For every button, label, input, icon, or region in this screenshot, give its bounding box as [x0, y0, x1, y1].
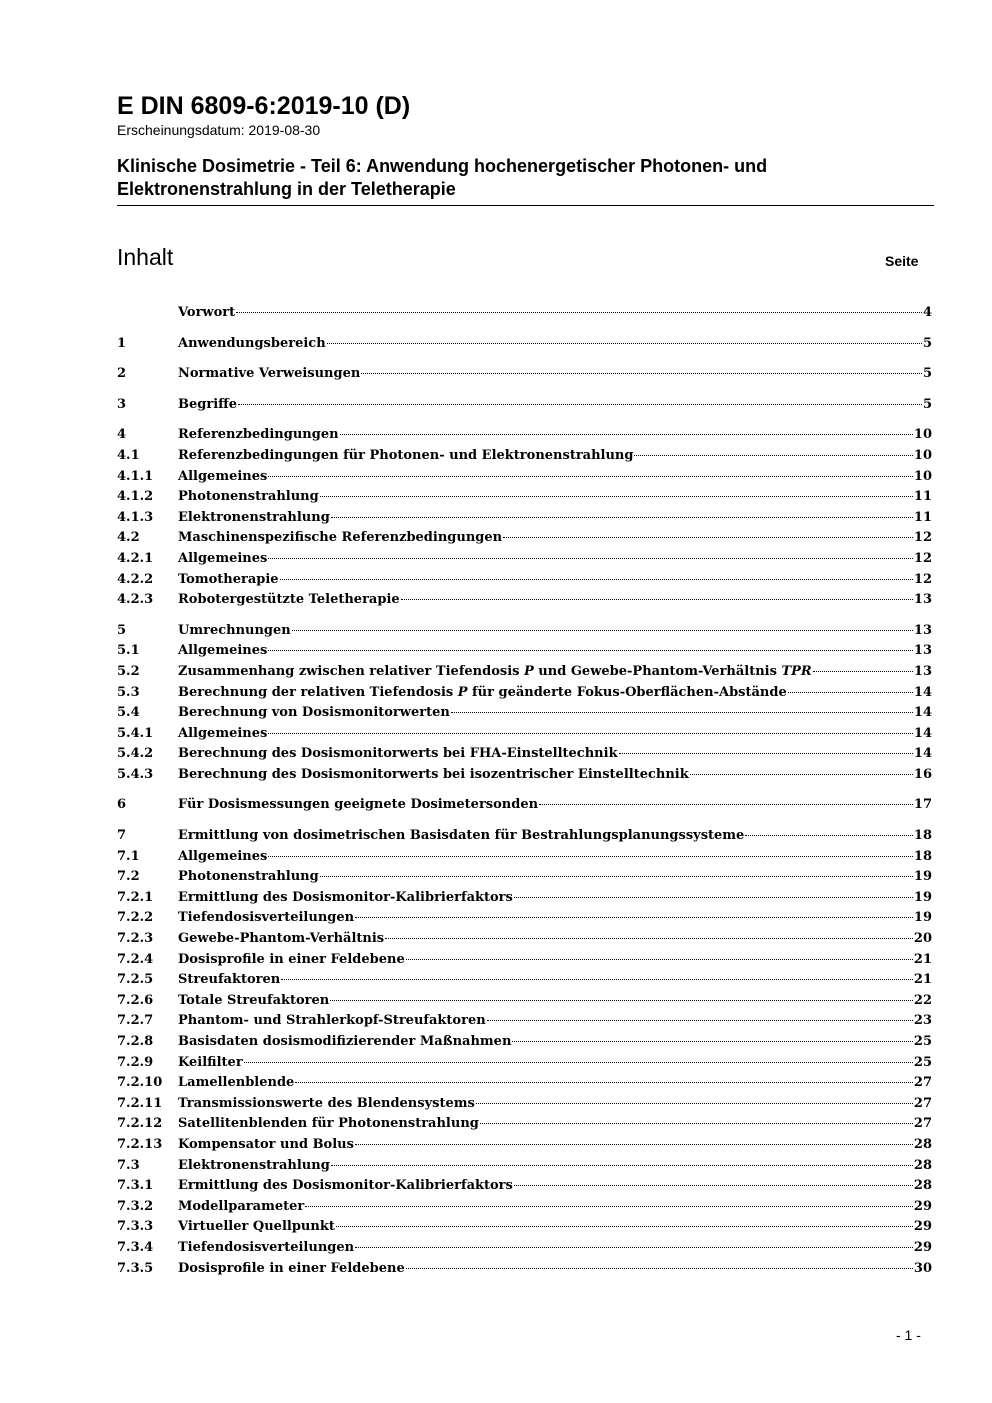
toc-entry[interactable]	[117, 1135, 932, 1156]
toc-entry-number: 5.3	[117, 684, 140, 700]
toc-entry[interactable]	[117, 1156, 932, 1177]
toc-entry-label[interactable]: Tomotherapie	[178, 571, 279, 587]
toc-entry-page: 21	[913, 972, 932, 988]
toc-dot-leader	[406, 1268, 913, 1269]
toc-entry-page: 19	[913, 910, 932, 926]
toc-entry-page: 5	[922, 335, 932, 351]
toc-entry-label-text: Zusammenhang zwischen relativer Tiefendosis	[178, 663, 524, 679]
toc-dot-leader	[330, 1000, 913, 1001]
toc-entry-label[interactable]: Anwendungsbereich	[178, 335, 326, 351]
toc-entry-label[interactable]: Elektronenstrahlung	[178, 509, 330, 525]
toc-entry-page: 11	[913, 489, 932, 505]
toc-dot-leader	[268, 650, 913, 651]
toc-entry-number: 7.2.6	[117, 992, 154, 1008]
toc-dot-leader	[476, 1103, 913, 1104]
toc-entry[interactable]	[117, 1094, 932, 1115]
toc-entry[interactable]	[117, 765, 932, 786]
toc-entry-page: 5	[922, 366, 932, 382]
toc-entry-label[interactable]: Phantom- und Strahlerkopf-Streufaktoren	[178, 1013, 486, 1029]
toc-entry-number: 4.1	[117, 447, 140, 463]
toc-entry-symbol: P	[524, 663, 534, 679]
toc-entry-label[interactable]: Basisdaten dosismodifizierender Maßnahmen	[178, 1034, 512, 1049]
toc-entry[interactable]	[117, 683, 932, 704]
toc-entry-number: 7.2.7	[117, 1013, 154, 1029]
toc-entry-label[interactable]: Referenzbedingungen für Photonen- und Elektronenstrahlung	[178, 447, 634, 463]
toc-entry-page: 29	[913, 1198, 932, 1214]
toc-entry-number: 7	[117, 828, 127, 844]
toc-entry-number: 7.2.13	[117, 1136, 163, 1152]
table-of-contents	[117, 303, 932, 1279]
toc-entry-label[interactable]: Dosisprofile in einer Feldebene	[178, 951, 405, 967]
toc-dot-leader	[268, 558, 913, 559]
toc-entry[interactable]	[117, 662, 932, 683]
toc-entry-label-text: Berechnung der relativen Tiefendosis	[178, 684, 458, 700]
toc-dot-leader	[487, 1020, 913, 1021]
page-column-label: Seite	[885, 253, 919, 269]
document-title-line-2: Elektronenstrahlung in der Teletherapie	[117, 179, 456, 199]
toc-entry[interactable]	[117, 508, 932, 529]
toc-entry-label-text: und Gewebe-Phantom-Verhältnis	[533, 663, 782, 679]
toc-entry-number: 7.2.3	[117, 931, 154, 947]
toc-entry[interactable]	[117, 867, 932, 888]
toc-dot-leader	[280, 579, 913, 580]
toc-entry-number: 7.3.1	[117, 1178, 154, 1194]
toc-entry[interactable]	[117, 641, 932, 662]
toc-entry[interactable]	[117, 950, 932, 971]
toc-dot-leader	[788, 692, 913, 693]
toc-entry-page: 14	[913, 684, 932, 700]
toc-entry-number: 5.4.2	[117, 746, 154, 762]
toc-entry-number: 7.2.10	[117, 1075, 163, 1091]
toc-entry-label[interactable]: Tiefendosisverteilungen	[178, 1239, 355, 1255]
toc-entry-page: 16	[913, 766, 932, 782]
toc-dot-leader	[355, 1144, 913, 1145]
toc-entry-label[interactable]: Streufaktoren	[178, 972, 281, 988]
toc-heading: Inhalt	[117, 244, 174, 270]
document-title	[117, 155, 934, 201]
toc-entry[interactable]	[117, 826, 932, 847]
toc-entry[interactable]	[117, 467, 932, 488]
toc-entry[interactable]	[117, 970, 932, 991]
toc-entry-page: 28	[913, 1178, 932, 1194]
toc-dot-leader	[336, 1226, 913, 1227]
toc-entry[interactable]	[117, 1176, 932, 1197]
toc-entry-label[interactable]: Photonenstrahlung	[178, 489, 319, 505]
toc-entry-label[interactable]: Ermittlung von dosimetrischen Basisdaten für Bestrahlungsplanungssysteme	[178, 828, 745, 844]
toc-entry-page: 29	[913, 1219, 932, 1235]
toc-entry-label[interactable]: Lamellenblende	[178, 1075, 295, 1091]
toc-entry-page: 14	[913, 746, 932, 762]
toc-entry-label[interactable]: Keilfilter	[178, 1054, 243, 1070]
toc-entry-label[interactable]: Referenzbedingungen	[178, 427, 339, 443]
toc-dot-leader	[512, 1041, 913, 1042]
toc-entry-number: 4.2.1	[117, 550, 154, 566]
toc-dot-leader	[268, 733, 913, 734]
toc-entry[interactable]	[117, 1238, 932, 1259]
toc-entry[interactable]	[117, 888, 932, 909]
toc-entry-page: 18	[913, 848, 932, 864]
toc-entry-page: 19	[913, 889, 932, 905]
toc-entry-page: 27	[913, 1095, 932, 1111]
toc-entry-page: 20	[913, 931, 932, 947]
toc-entry-label[interactable]: Tiefendosisverteilungen	[178, 910, 355, 926]
toc-entry-page: 30	[913, 1260, 932, 1276]
toc-entry-page: 14	[913, 725, 932, 741]
toc-entry-number: 4.2.2	[117, 571, 154, 587]
toc-entry-label-text: für geänderte Fokus-Oberflächen-Abstände	[467, 684, 787, 700]
toc-dot-leader	[539, 804, 913, 805]
toc-entry-number: 6	[117, 797, 127, 813]
toc-entry-number: 7.3	[117, 1157, 140, 1173]
toc-entry[interactable]	[117, 929, 932, 950]
toc-entry[interactable]	[117, 621, 932, 642]
toc-entry-label[interactable]: Berechnung des Dosismonitorwerts bei isozentrischer Einstelltechnik	[178, 766, 689, 782]
toc-entry-label[interactable]: Vorwort	[178, 305, 236, 320]
toc-dot-leader	[331, 1165, 913, 1166]
toc-entry-number: 7.3.5	[117, 1260, 154, 1276]
toc-entry[interactable]	[117, 364, 932, 385]
toc-dot-leader	[514, 1185, 913, 1186]
toc-entry-page: 12	[913, 530, 932, 546]
toc-entry-number: 7.2.11	[117, 1095, 163, 1111]
toc-entry-label[interactable]: Allgemeines	[178, 725, 268, 741]
toc-entry-number: 7.1	[117, 848, 140, 864]
toc-entry-label[interactable]: Umrechnungen	[178, 622, 291, 638]
toc-dot-leader	[320, 876, 913, 877]
toc-entry[interactable]	[117, 724, 932, 745]
toc-dot-leader	[340, 434, 913, 435]
toc-dot-leader	[331, 517, 913, 518]
toc-entry-number: 5.2	[117, 663, 140, 679]
toc-dot-leader	[619, 753, 913, 754]
toc-entry-page: 21	[913, 951, 932, 967]
toc-dot-leader	[268, 856, 913, 857]
toc-dot-leader	[236, 312, 922, 313]
toc-entry-page: 12	[913, 550, 932, 566]
toc-entry-label[interactable]: Allgemeines	[178, 643, 268, 659]
toc-entry-number: 3	[117, 396, 127, 412]
toc-entry-label[interactable]: Ermittlung des Dosismonitor-Kalibrierfaktors	[178, 1178, 513, 1194]
toc-entry-page: 10	[913, 427, 932, 443]
toc-entry-label[interactable]: Allgemeines	[178, 550, 268, 566]
toc-entry-number: 5.4.1	[117, 725, 154, 741]
toc-entry-number: 4.2	[117, 530, 140, 546]
toc-entry[interactable]	[117, 795, 932, 816]
toc-entry-number: 4.2.3	[117, 592, 154, 608]
toc-entry-label[interactable]: Gewebe-Phantom-Verhältnis	[178, 931, 385, 947]
toc-entry-page: 18	[913, 828, 932, 844]
toc-entry-number: 4	[117, 427, 127, 443]
toc-dot-leader	[320, 496, 913, 497]
toc-entry[interactable]	[117, 1011, 932, 1032]
toc-entry-label[interactable]: Satellitenblenden für Photonenstrahlung	[178, 1116, 479, 1132]
toc-entry[interactable]	[117, 334, 932, 355]
toc-entry-label[interactable]: Modellparameter	[178, 1198, 305, 1214]
toc-entry[interactable]	[117, 847, 932, 868]
toc-entry-label[interactable]: Ermittlung des Dosismonitor-Kalibrierfaktors	[178, 889, 513, 905]
toc-entry-page: 10	[913, 447, 932, 463]
toc-entry-page: 28	[913, 1157, 932, 1173]
document-id: E DIN 6809-6:2019-10 (D)	[117, 92, 411, 120]
toc-entry[interactable]	[117, 303, 932, 324]
toc-entry-label[interactable]: Photonenstrahlung	[178, 869, 319, 885]
toc-entry-page: 4	[922, 305, 932, 320]
toc-entry-label[interactable]: Transmissionswerte des Blendensystems	[178, 1095, 475, 1111]
toc-entry-page: 25	[913, 1054, 932, 1070]
toc-entry-label[interactable]: Dosisprofile in einer Feldebene	[178, 1260, 405, 1276]
toc-entry-page: 5	[922, 396, 932, 412]
toc-entry-label[interactable]: Elektronenstrahlung	[178, 1157, 330, 1173]
toc-entry-number: 5.4	[117, 705, 140, 721]
toc-entry-page: 27	[913, 1116, 932, 1132]
toc-dot-leader	[244, 1062, 913, 1063]
toc-entry-number: 7.2.1	[117, 889, 154, 905]
toc-entry[interactable]	[117, 570, 932, 591]
toc-entry-symbol: TPR	[781, 663, 812, 679]
toc-entry-number: 5	[117, 622, 127, 638]
toc-entry-label[interactable]: Kompensator und Bolus	[178, 1136, 354, 1152]
toc-entry-number: 7.3.3	[117, 1219, 154, 1235]
toc-entry[interactable]	[117, 1114, 932, 1135]
toc-entry[interactable]	[117, 1053, 932, 1074]
toc-dot-leader	[480, 1123, 913, 1124]
toc-entry[interactable]	[117, 744, 932, 765]
toc-entry[interactable]	[117, 1032, 932, 1053]
toc-entry-page: 29	[913, 1239, 932, 1255]
toc-entry[interactable]	[117, 1073, 932, 1094]
page-number: - 1 -	[896, 1327, 921, 1343]
toc-entry-number: 4.1.1	[117, 468, 154, 484]
toc-dot-leader	[361, 373, 922, 374]
toc-entry-number: 5.1	[117, 643, 140, 659]
toc-entry-page: 17	[913, 797, 932, 813]
toc-dot-leader	[268, 476, 913, 477]
toc-entry-page: 13	[913, 592, 932, 608]
toc-dot-leader	[401, 599, 913, 600]
toc-entry-page: 10	[913, 468, 932, 484]
toc-entry-page: 11	[913, 509, 932, 525]
toc-dot-leader	[295, 1082, 913, 1083]
toc-entry-number: 7.2.12	[117, 1116, 163, 1132]
toc-entry-page: 25	[913, 1034, 932, 1049]
toc-entry-label[interactable]: Berechnung von Dosismonitorwerten	[178, 705, 450, 721]
toc-entry-page: 13	[913, 663, 932, 679]
toc-entry-number: 4.1.3	[117, 509, 154, 525]
toc-entry-page: 13	[913, 622, 932, 638]
toc-entry-label[interactable]: Allgemeines	[178, 468, 268, 484]
toc-entry[interactable]	[117, 487, 932, 508]
toc-entry-number: 5.4.3	[117, 766, 154, 782]
release-date: Erscheinungsdatum: 2019-08-30	[117, 122, 321, 138]
toc-entry-label[interactable]: Robotergestützte Teletherapie	[178, 592, 400, 608]
toc-entry-label[interactable]: Normative Verweisungen	[178, 366, 361, 382]
toc-entry[interactable]	[117, 425, 932, 446]
toc-dot-leader	[813, 671, 913, 672]
toc-entry-page: 22	[913, 992, 932, 1008]
toc-entry-label[interactable]: Begriffe	[178, 396, 238, 412]
toc-entry[interactable]	[117, 1217, 932, 1238]
toc-entry[interactable]	[117, 703, 932, 724]
toc-entry-page: 12	[913, 571, 932, 587]
document-title-line-1: Klinische Dosimetrie - Teil 6: Anwendung hochenergetischer Photonen- und	[117, 156, 768, 176]
document-header	[117, 91, 934, 201]
toc-dot-leader	[281, 979, 913, 980]
toc-dot-leader	[745, 835, 913, 836]
toc-entry-number: 7.2	[117, 869, 140, 885]
toc-entry-label[interactable]: Berechnung des Dosismonitorwerts bei FHA-Einstelltechnik	[178, 746, 618, 762]
toc-entry-number: 7.2.9	[117, 1054, 154, 1070]
toc-entry-number: 4.1.2	[117, 489, 154, 505]
toc-entry-number: 7.3.4	[117, 1239, 154, 1255]
toc-entry-page: 13	[913, 643, 932, 659]
toc-entry-number: 7.2.5	[117, 972, 154, 988]
toc-entry-symbol: P	[457, 684, 468, 700]
toc-dot-leader	[514, 897, 913, 898]
toc-entry[interactable]	[117, 1197, 932, 1218]
toc-entry-page: 14	[913, 705, 932, 721]
toc-entry[interactable]	[117, 991, 932, 1012]
toc-entry-label[interactable]: Maschinenspezifische Referenzbedingungen	[178, 530, 503, 546]
toc-entry-number: 1	[117, 335, 127, 351]
toc-entry-label[interactable]: Für Dosismessungen geeignete Dosimetersonden	[178, 797, 539, 813]
toc-entry-label[interactable]: Allgemeines	[178, 848, 268, 864]
toc-entry-page: 28	[913, 1136, 932, 1152]
toc-entry[interactable]	[117, 1259, 932, 1280]
toc-dot-leader	[451, 712, 913, 713]
toc-entry-page: 27	[913, 1075, 932, 1091]
toc-dot-leader	[327, 343, 922, 344]
toc-entry-page: 23	[913, 1013, 932, 1029]
toc-entry[interactable]	[117, 395, 932, 416]
toc-entry-label[interactable]: Totale Streufaktoren	[178, 992, 330, 1008]
toc-entry-number: 7.2.4	[117, 951, 154, 967]
toc-dot-leader	[305, 1206, 913, 1207]
toc-entry[interactable]	[117, 528, 932, 549]
toc-entry-label[interactable]	[178, 683, 787, 704]
toc-entry-page: 19	[913, 869, 932, 885]
toc-dot-leader	[503, 537, 913, 538]
header-divider	[117, 205, 934, 206]
toc-dot-leader	[385, 938, 913, 939]
toc-dot-leader	[355, 917, 913, 918]
toc-dot-leader	[355, 1247, 913, 1248]
toc-entry-label[interactable]	[178, 662, 812, 683]
toc-entry-number: 7.2.8	[117, 1034, 154, 1049]
toc-entry-number: 7.3.2	[117, 1198, 154, 1214]
toc-dot-leader	[292, 630, 913, 631]
toc-entry[interactable]	[117, 549, 932, 570]
toc-entry-label[interactable]: Virtueller Quellpunkt	[178, 1219, 335, 1235]
toc-dot-leader	[634, 455, 912, 456]
toc-entry-number: 2	[117, 366, 127, 382]
toc-dot-leader	[690, 774, 913, 775]
toc-entry[interactable]	[117, 446, 932, 467]
toc-dot-leader	[238, 404, 922, 405]
toc-entry[interactable]	[117, 590, 932, 611]
toc-entry[interactable]	[117, 908, 932, 929]
toc-dot-leader	[406, 959, 913, 960]
toc-entry-number: 7.2.2	[117, 910, 154, 926]
